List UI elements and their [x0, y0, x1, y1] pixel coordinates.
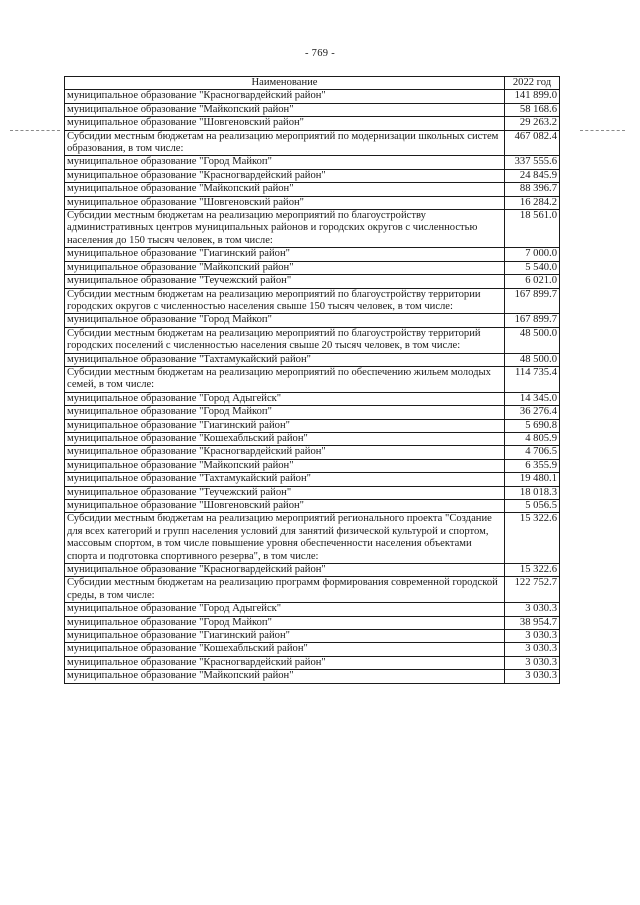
row-value-cell: 19 480.1 [505, 473, 560, 486]
table-row [65, 117, 560, 130]
table-row [65, 564, 560, 577]
row-name-cell: Субсидии местным бюджетам на реализацию мероприятий по обеспечению жильем молодых семей, в том числе: [65, 366, 505, 392]
table-row [65, 248, 560, 261]
row-value-cell: 6 355.9 [505, 459, 560, 472]
table-row [65, 500, 560, 513]
row-value-cell: 36 276.4 [505, 406, 560, 419]
row-value-cell: 29 263.2 [505, 117, 560, 130]
row-value-cell: 337 555.6 [505, 156, 560, 169]
table-row [65, 103, 560, 116]
row-name-cell: муниципальное образование "Город Майкоп" [65, 314, 505, 327]
row-name-cell: муниципальное образование "Майкопский район" [65, 459, 505, 472]
table-row [65, 353, 560, 366]
row-value-cell: 3 030.3 [505, 603, 560, 616]
row-name-cell: муниципальное образование "Гиагинский район" [65, 419, 505, 432]
row-value-cell: 48 500.0 [505, 327, 560, 353]
row-value-cell: 4 805.9 [505, 432, 560, 445]
row-value-cell: 5 056.5 [505, 500, 560, 513]
row-value-cell: 3 030.3 [505, 656, 560, 669]
row-name-cell: муниципальное образование "Кошехабльский район" [65, 643, 505, 656]
table-row [65, 130, 560, 156]
table-row [65, 169, 560, 182]
row-value-cell: 167 899.7 [505, 288, 560, 314]
table-row [65, 446, 560, 459]
row-name-cell: Субсидии местным бюджетам на реализацию мероприятий по благоустройству административных центров муниципальных районов и городских округов с численностью населения до 150 тысяч человек, в том числе: [65, 210, 505, 248]
row-name-cell: муниципальное образование "Гиагинский район" [65, 248, 505, 261]
row-name-cell: муниципальное образование "Майкопский район" [65, 261, 505, 274]
row-name-cell: муниципальное образование "Теучежский район" [65, 486, 505, 499]
table-row [65, 288, 560, 314]
table-row [65, 670, 560, 683]
table-row [65, 314, 560, 327]
table-row [65, 577, 560, 603]
row-name-cell: муниципальное образование "Красногвардейский район" [65, 446, 505, 459]
table-row [65, 183, 560, 196]
row-name-cell: муниципальное образование "Красногвардейский район" [65, 656, 505, 669]
table-row [65, 156, 560, 169]
row-name-cell: муниципальное образование "Шовгеновский район" [65, 500, 505, 513]
row-value-cell: 24 845.9 [505, 169, 560, 182]
table-row [65, 459, 560, 472]
row-name-cell: Субсидии местным бюджетам на реализацию мероприятий по благоустройству территории городских округов с численностью населения свыше 150 тысяч человек, в том числе: [65, 288, 505, 314]
row-value-cell: 38 954.7 [505, 616, 560, 629]
row-name-cell: Субсидии местным бюджетам на реализацию мероприятий регионального проекта "Создание для всех категорий и групп населения условий для занятий физической культурой и спортом, массовым спортом, в том числе повышение уровня обеспеченности населения объектами спорта и подготовка спортивного резерва", в том числе: [65, 513, 505, 564]
row-value-cell: 16 284.2 [505, 196, 560, 209]
table-row [65, 616, 560, 629]
row-name-cell: муниципальное образование "Город Адыгейск" [65, 603, 505, 616]
table-row [65, 643, 560, 656]
row-value-cell: 122 752.7 [505, 577, 560, 603]
table-row [65, 513, 560, 564]
row-value-cell: 3 030.3 [505, 630, 560, 643]
row-value-cell: 5 540.0 [505, 261, 560, 274]
table-row [65, 656, 560, 669]
row-name-cell: муниципальное образование "Шовгеновский район" [65, 196, 505, 209]
row-name-cell: муниципальное образование "Теучежский район" [65, 275, 505, 288]
row-name-cell: муниципальное образование "Тахтамукайский район" [65, 473, 505, 486]
table-row [65, 473, 560, 486]
table-row [65, 432, 560, 445]
table-row [65, 275, 560, 288]
row-value-cell: 48 500.0 [505, 353, 560, 366]
column-header-name: Наименование [65, 77, 505, 90]
table-row [65, 603, 560, 616]
row-name-cell: муниципальное образование "Красногвардейский район" [65, 90, 505, 103]
scan-artifact-line-right [580, 130, 625, 131]
row-value-cell: 5 690.8 [505, 419, 560, 432]
table-row [65, 486, 560, 499]
column-header-year: 2022 год [505, 77, 560, 90]
page-number: - 769 - [304, 48, 336, 59]
row-value-cell: 15 322.6 [505, 513, 560, 564]
row-value-cell: 58 168.6 [505, 103, 560, 116]
row-name-cell: муниципальное образование "Красногвардейский район" [65, 169, 505, 182]
row-name-cell: муниципальное образование "Шовгеновский район" [65, 117, 505, 130]
table-row [65, 210, 560, 248]
table-row [65, 366, 560, 392]
row-name-cell: муниципальное образование "Тахтамукайский район" [65, 353, 505, 366]
table-row [65, 90, 560, 103]
table-row [65, 419, 560, 432]
row-value-cell: 3 030.3 [505, 643, 560, 656]
row-name-cell: муниципальное образование "Майкопский район" [65, 183, 505, 196]
table-row [65, 261, 560, 274]
row-name-cell: Субсидии местным бюджетам на реализацию мероприятий по модернизации школьных систем образования, в том числе: [65, 130, 505, 156]
budget-table [64, 76, 560, 684]
row-value-cell: 114 735.4 [505, 366, 560, 392]
row-name-cell: муниципальное образование "Кошехабльский район" [65, 432, 505, 445]
row-value-cell: 167 899.7 [505, 314, 560, 327]
table-row [65, 406, 560, 419]
table-row [65, 630, 560, 643]
row-name-cell: муниципальное образование "Майкопский район" [65, 670, 505, 683]
row-value-cell: 14 345.0 [505, 392, 560, 405]
table-row [65, 196, 560, 209]
row-value-cell: 7 000.0 [505, 248, 560, 261]
row-value-cell: 3 030.3 [505, 670, 560, 683]
scan-artifact-line-left [10, 130, 60, 131]
row-value-cell: 88 396.7 [505, 183, 560, 196]
table-header-row [65, 77, 560, 90]
row-value-cell: 141 899.0 [505, 90, 560, 103]
table-row [65, 327, 560, 353]
table-row [65, 392, 560, 405]
row-value-cell: 4 706.5 [505, 446, 560, 459]
row-name-cell: Субсидии местным бюджетам на реализацию программ формирования современной городской среды, в том числе: [65, 577, 505, 603]
row-name-cell: муниципальное образование "Город Майкоп" [65, 616, 505, 629]
row-name-cell: муниципальное образование "Красногвардейский район" [65, 564, 505, 577]
row-name-cell: Субсидии местным бюджетам на реализацию мероприятий по благоустройству территорий городских поселений с численностью населения свыше 20 тысяч человек, в том числе: [65, 327, 505, 353]
row-value-cell: 18 561.0 [505, 210, 560, 248]
row-value-cell: 6 021.0 [505, 275, 560, 288]
row-value-cell: 18 018.3 [505, 486, 560, 499]
row-name-cell: муниципальное образование "Город Адыгейск" [65, 392, 505, 405]
row-name-cell: муниципальное образование "Город Майкоп" [65, 406, 505, 419]
row-name-cell: муниципальное образование "Гиагинский район" [65, 630, 505, 643]
row-value-cell: 467 082.4 [505, 130, 560, 156]
row-name-cell: муниципальное образование "Город Майкоп" [65, 156, 505, 169]
row-name-cell: муниципальное образование "Майкопский район" [65, 103, 505, 116]
row-value-cell: 15 322.6 [505, 564, 560, 577]
